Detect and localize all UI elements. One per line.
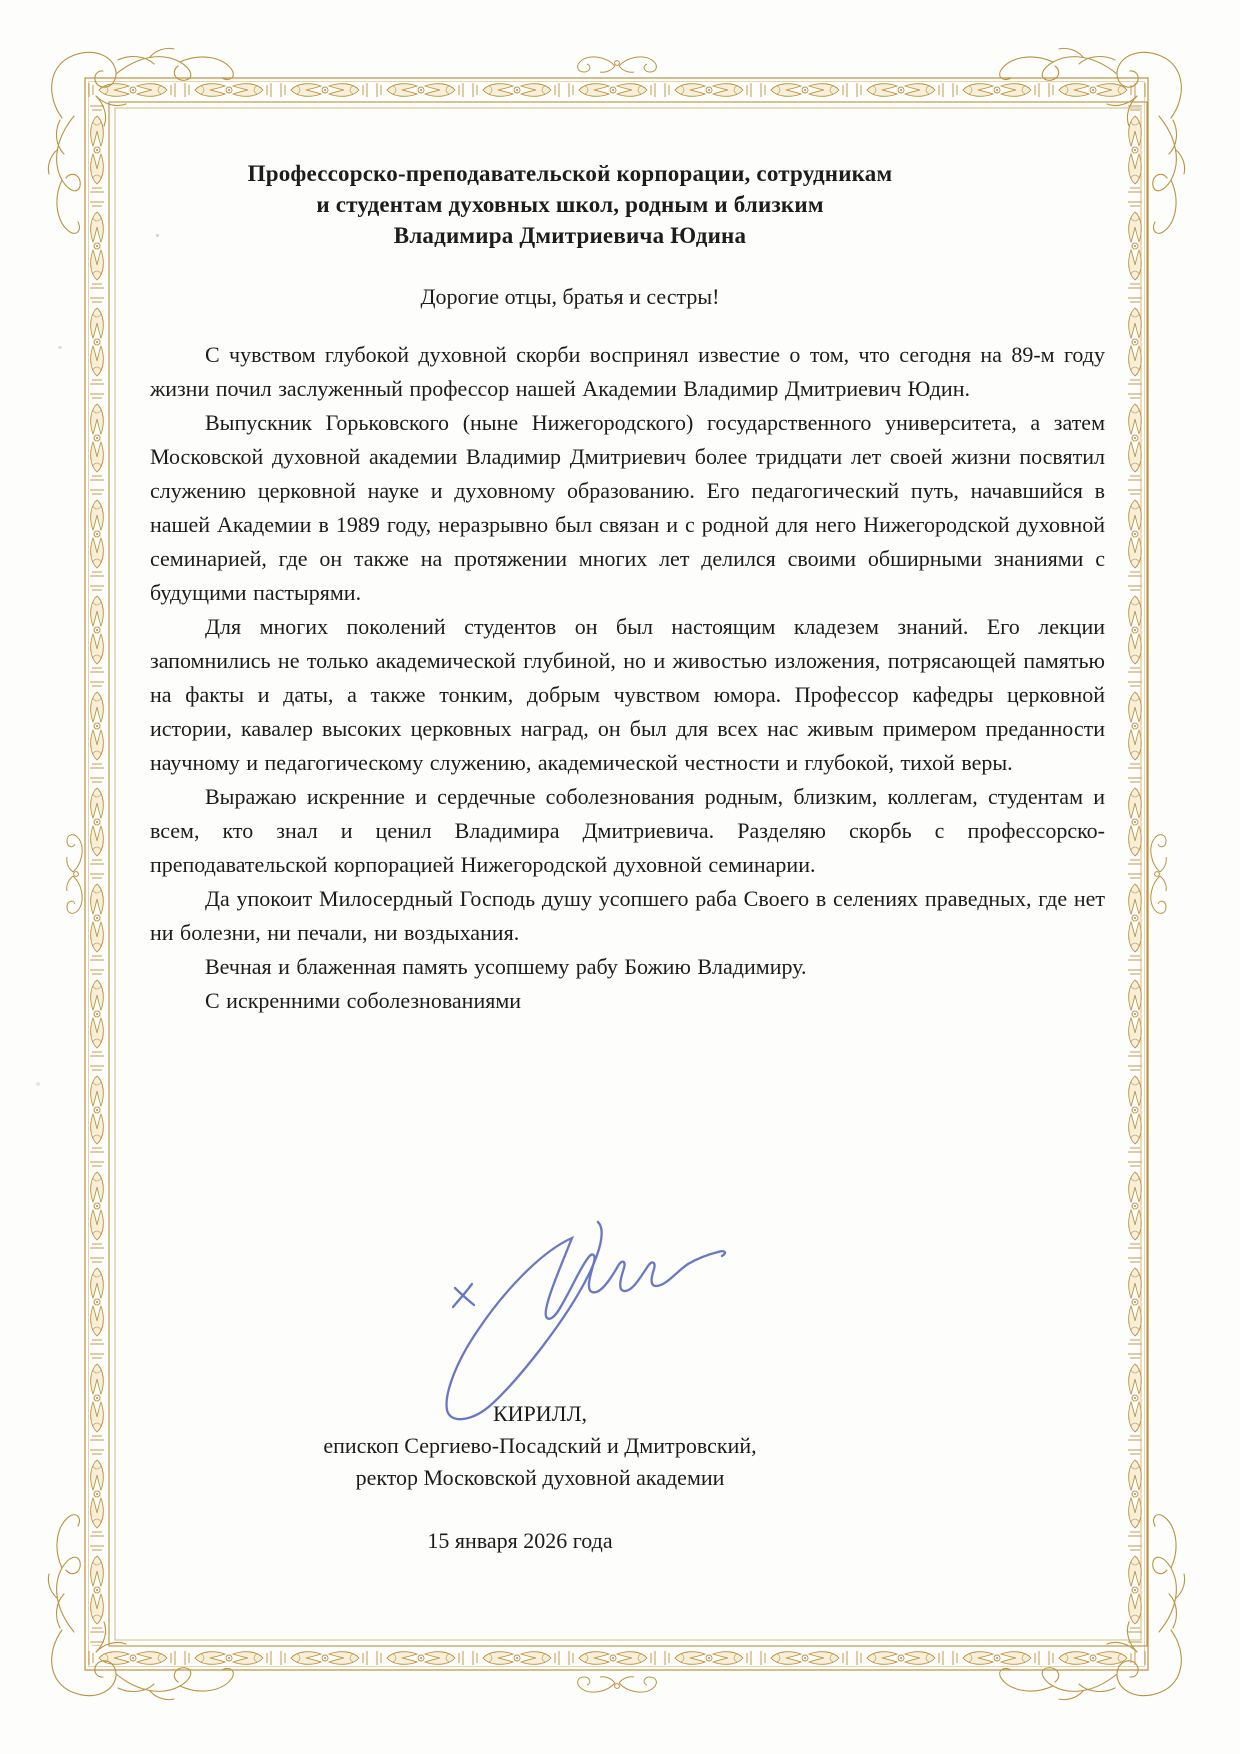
paragraph-2: Выпускник Горьковского (ныне Нижегородского) государственного университета, а затем Московской духовной академии Владимир Дмитриевич более тридцати лет своей жизни посвятил служению церковной науке и духовному образованию. Его педагогический путь, начавшийся в нашей Академии в 1989 году, неразрывно был связан и с родной для него Нижегородской духовной семинарией, где он также на протяжении многих лет делился своими обширными знаниями с будущими пастырями.	[150, 410, 1105, 605]
date-line: 15 января 2026 года	[427, 1528, 613, 1553]
salutation-line: Дорогие отцы, братья и сестры!	[420, 284, 720, 309]
handwritten-signature	[430, 1195, 740, 1430]
paragraph-4: Выражаю искренние и сердечные соболезнования родным, близким, коллегам, студентам и всем, кто знал и ценил Владимира Дмитриевича. Разделяю скорбь с профессорско-преподавательской корпорацией Нижегородской духовной семинарии.	[150, 784, 1105, 877]
signature-block	[150, 1398, 930, 1494]
letter-body	[150, 338, 1105, 1018]
title-line-1: Профессорско-преподавательской корпорации, сотрудникам	[247, 161, 893, 186]
paragraph-valediction: С искренними соболезнованиями	[205, 988, 522, 1013]
paragraph-1: С чувством глубокой духовной скорби воспринял известие о том, что сегодня на 89-м году жизни почил заслуженный профессор нашей Академии Владимир Дмитриевич Юдин.	[150, 342, 1105, 401]
scan-speck	[156, 234, 159, 237]
signature-stroke	[447, 1222, 725, 1419]
paragraph-5: Да упокоит Милосердный Господь душу усопшего раба Своего в селениях праведных, где нет ни болезни, ни печали, ни воздыхания.	[150, 886, 1105, 945]
title-line-2: и студентам духовных школ, родным и близким	[316, 192, 824, 217]
letter-title	[150, 158, 990, 251]
title-line-3: Владимира Дмитриевича Юдина	[393, 223, 747, 248]
paragraph-6: Вечная и блаженная память усопшему рабу Божию Владимиру.	[205, 954, 807, 979]
scan-speck	[36, 1082, 40, 1086]
signer-name: КИРИЛЛ,	[492, 1401, 588, 1426]
signer-role-line-2: ректор Московской духовной академии	[355, 1465, 725, 1490]
signer-role-line-1: епископ Сергиево-Посадский и Дмитровский,	[323, 1433, 757, 1458]
paragraph-3: Для многих поколений студентов он был настоящим кладезем знаний. Его лекции запомнились не только академической глубиной, но и живостью изложения, потрясающей памятью на факты и даты, а также тонким, добрым чувством юмора. Профессор кафедры церковной истории, кавалер высоких церковных наград, он был для всех нас живым примером преданности научному и педагогическому служению, академической честности и глубокой, тихой веры.	[150, 614, 1105, 775]
scan-speck	[58, 346, 62, 349]
signature-cross	[453, 1284, 474, 1307]
